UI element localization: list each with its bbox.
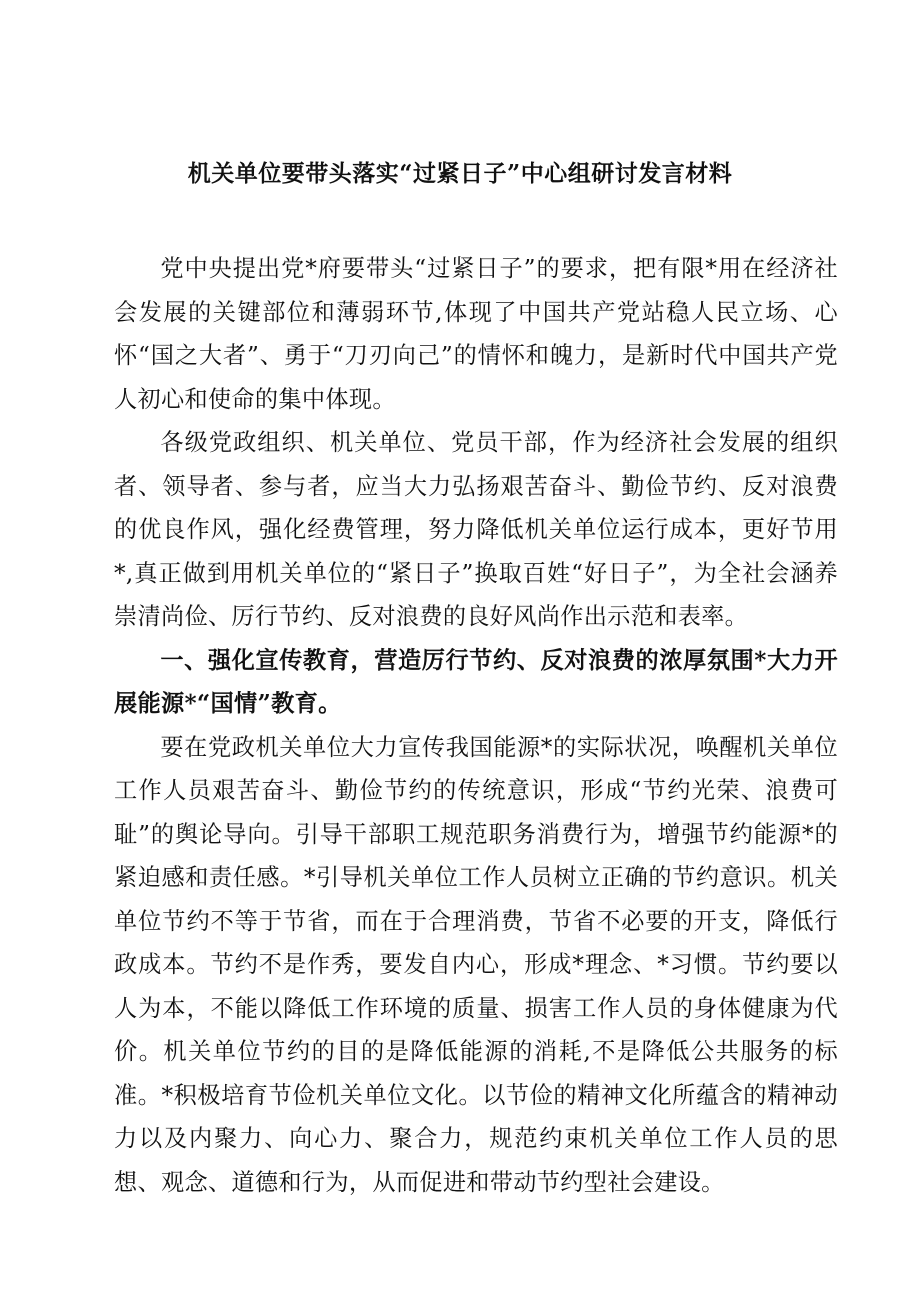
section-heading: 一、强化宣传教育，营造厉行节约、反对浪费的浓厚氛围*大力开展能源*“国情”教育。 — [114, 646, 838, 717]
document-title: 机关单位要带头落实“过紧日子”中心组研讨发言材料 — [187, 160, 733, 187]
document-body — [114, 247, 838, 1204]
body-paragraph: 各级党政组织、机关单位、党员干部，作为经济社会发展的组织者、领导者、参与者，应当大力弘扬艰苦奋斗、勤俭节约、反对浪费的优良作风，强化经费管理，努力降低机关单位运行成本，更好节用*,真正做到用机关单位的“紧日子”换取百姓“好日子”，为全社会涵养崇清尚俭、厉行节约、反对浪费的良好风尚作出示范和表率。 — [114, 429, 838, 630]
intro-paragraph: 党中央提出党*府要带头“过紧日子”的要求，把有限*用在经济社会发展的关键部位和薄弱环节,体现了中国共产党站稳人民立场、心怀“国之大者”、勇于“刀刃向己”的情怀和魄力，是新时代中国共产党人初心和使命的集中体现。 — [114, 255, 838, 413]
section-paragraph: 要在党政机关单位大力宣传我国能源*的实际状况，唤醒机关单位工作人员艰苦奋斗、勤俭节约的传统意识，形成“节约光荣、浪费可耻”的舆论导向。引导干部职工规范职务消费行为，增强节约能源*的紧迫感和责任感。*引导机关单位工作人员树立正确的节约意识。机关单位节约不等于节省，而在于合理消费，节省不必要的开支，降低行政成本。节约不是作秀，要发自内心，形成*理念、*习惯。节约要以人为本，不能以降低工作环境的质量、损害工作人员的身体健康为代价。机关单位节约的目的是降低能源的消耗,不是降低公共服务的标准。*积极培育节俭机关单位文化。以节俭的精神文化所蕴含的精神动力以及内聚力、向心力、聚合力，规范约束机关单位工作人员的思想、观念、道德和行为，从而促进和带动节约型社会建设。 — [114, 733, 838, 1196]
